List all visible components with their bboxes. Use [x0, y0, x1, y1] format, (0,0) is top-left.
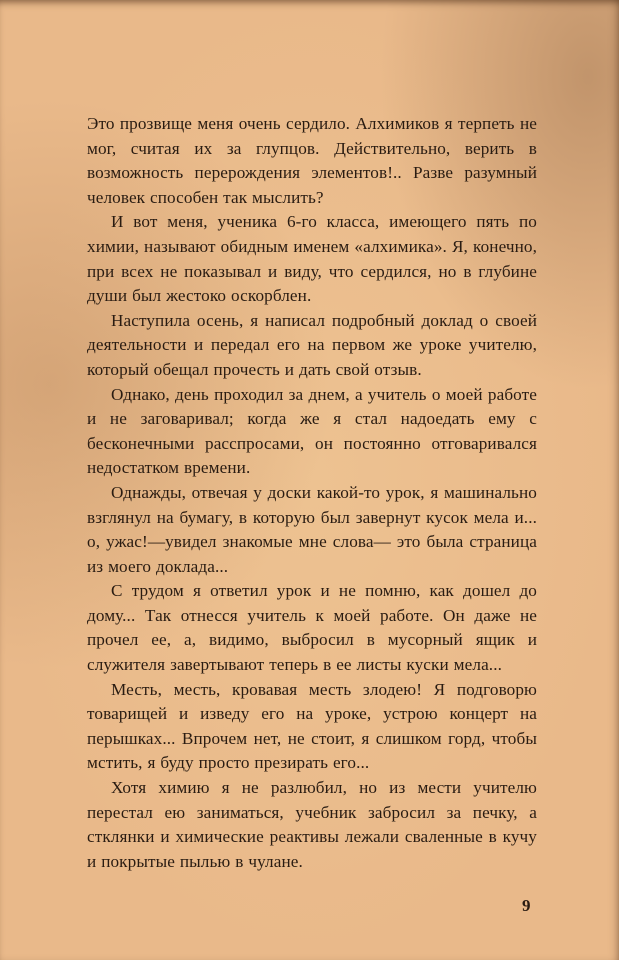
paragraph-4: Однако, день проходил за днем, а учитель о моей работе и не заговаривал; когда же я стал надоедать ему с бесконечными расспросами, он постоянно отговаривался недостатком времени.	[87, 384, 537, 478]
paragraph-2: И вот меня, ученика 6-го класса, имеющего пять по химии, называют обидным именем «алхимика». Я, конечно, при всех не показывал и виду, что сердился, но в глубине души был жестоко оскорблен.	[87, 212, 537, 306]
paragraph-3: Наступила осень, я написал подробный доклад о своей деятельности и передал его на первом же уроке учителю, который обещал прочесть и дать свой отзыв.	[87, 310, 537, 379]
paragraph-7: Месть, месть, кровавая месть злодею! Я подговорю товарищей и изведу его на уроке, устрою концерт на перышках... Впрочем нет, не стоит, я слишком горд, чтобы мстить, я буду просто презирать его...	[87, 679, 537, 773]
paragraph-6: С трудом я ответил урок и не помню, как дошел до дому... Так отнесся учитель к моей работе. Он даже не прочел ее, а, видимо, выбросил в мусорный ящик и служителя завертывают теперь в ее листы куски мела...	[87, 581, 537, 675]
page-number: 9	[522, 896, 531, 915]
paragraph-5: Однажды, отвечая у доски какой-то урок, я машинально взглянул на бумагу, в которую был завернут кусок мела и... о, ужас!—увидел знакомые мне слова— это была страница из моего доклада...	[87, 482, 537, 576]
paragraph-1: Это прозвище меня очень сердило. Алхимиков я терпеть не мог, считая их за глупцов. Действительно, верить в возможность перерождения элементов!.. Разве разумный человек способен так мыслить?	[87, 114, 537, 207]
paragraph-8: Хотя химию я не разлюбил, но из мести учителю перестал ею заниматься, учебник забросил за печку, а стклянки и химические реактивы лежали сваленные в кучу и покрытые пылью в чулане.	[87, 778, 537, 871]
body-text	[87, 112, 537, 874]
